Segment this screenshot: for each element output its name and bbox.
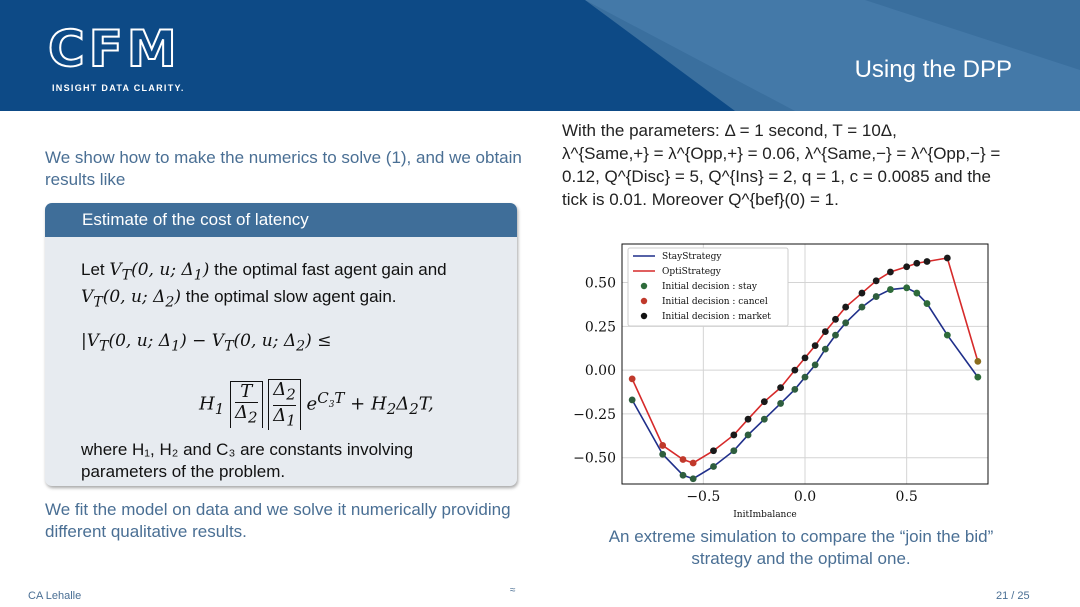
strategy-comparison-chart (565, 236, 995, 526)
params-line-2: λ^{Same,+} = λ^{Opp,+} = 0.06, λ^{Same,−} = λ^{Opp,−} = (562, 144, 1001, 163)
y-tick-label: 0.50 (584, 275, 616, 292)
data-point (974, 374, 981, 381)
data-point (680, 472, 687, 479)
data-point (710, 463, 717, 470)
data-point (859, 304, 866, 311)
y-tick-label: 0.25 (584, 319, 616, 336)
data-point (761, 416, 768, 423)
data-point (924, 258, 931, 265)
data-point (944, 255, 951, 262)
x-tick-label: 0.0 (793, 489, 817, 505)
legend-marker (641, 283, 647, 289)
footer-author: CA Lehalle (28, 590, 82, 602)
data-point (761, 398, 768, 405)
nav-symbol[interactable]: ≈ (510, 585, 516, 596)
legend-label: OptiStrategy (662, 267, 721, 277)
data-point (812, 342, 819, 349)
slide-header (0, 0, 1080, 111)
data-point (710, 447, 717, 454)
data-point (842, 319, 849, 326)
data-point (974, 358, 981, 365)
data-point (629, 375, 636, 382)
data-point (730, 432, 737, 439)
data-point (791, 386, 798, 393)
data-point (745, 432, 752, 439)
block-paragraph-1: Let $V_T(0$, u; $\Delta_1$) the optimal fast agent gain and $V_T(0$, u; $\Delta_2$) the optimal slow agent gain. (81, 260, 447, 311)
parameters-text (562, 119, 1032, 211)
data-point (730, 447, 737, 454)
legend-label: Initial decision : stay (662, 282, 757, 292)
data-point (822, 328, 829, 335)
data-point (690, 460, 697, 467)
chart-caption: An extreme simulation to compare the “join the bid” strategy and the optimal one. (608, 527, 994, 568)
cfm-logo: CFM (48, 20, 181, 78)
x-tick-label: −0.5 (686, 489, 721, 505)
data-point (913, 260, 920, 267)
data-point (887, 286, 894, 293)
block-body (45, 259, 517, 483)
logo-tagline: INSIGHT DATA CLARITY. (52, 83, 185, 93)
data-point (832, 316, 839, 323)
data-point (842, 304, 849, 311)
y-tick-label: −0.25 (573, 406, 616, 423)
data-point (859, 290, 866, 297)
data-point (903, 263, 910, 270)
params-line-4: tick is 0.01. Moreover Q^{bef}(0) = 1. (562, 190, 839, 209)
y-tick-label: 0.00 (584, 363, 616, 380)
params-line-1: With the parameters: Δ = 1 second, T = 10Δ, (562, 121, 897, 140)
legend-label: Initial decision : market (662, 312, 771, 322)
footer-page-number: 21 / 25 (996, 590, 1030, 602)
data-point (659, 451, 666, 458)
data-point (690, 475, 697, 482)
legend-marker (641, 298, 647, 304)
data-point (812, 361, 819, 368)
inequality-rhs: $H_1$ $\frac{T}{\Delta_2}$ $\frac{\Delta_2}{\Delta_1} e^{C_3T} + H_2\Delta_2T$, (199, 379, 434, 430)
legend-label: Initial decision : cancel (662, 297, 768, 307)
data-point (873, 277, 880, 284)
data-point (629, 397, 636, 404)
block-title: Estimate of the cost of latency (45, 203, 517, 237)
data-point (913, 290, 920, 297)
data-point (777, 384, 784, 391)
intro-text: We show how to make the numerics to solve (1), and we obtain results like (45, 148, 522, 189)
x-tick-label: 0.5 (895, 489, 918, 505)
data-point (802, 374, 809, 381)
data-point (873, 293, 880, 300)
params-line-3: 0.12, Q^{Disc} = 5, Q^{Ins} = 2, q = 1, c = 0.0085 and the (562, 167, 991, 186)
data-point (745, 416, 752, 423)
data-point (680, 456, 687, 463)
data-point (791, 367, 798, 374)
legend-marker (641, 313, 647, 319)
data-point (924, 300, 931, 307)
data-point (802, 354, 809, 361)
y-tick-label: −0.50 (573, 450, 616, 467)
block-where-text: where H₁, H₂ and C₃ are constants involving parameters of the problem. (81, 440, 414, 482)
slide-title: Using the DPP (854, 56, 1012, 83)
x-axis-label: InitImbalance (733, 510, 797, 520)
data-point (777, 400, 784, 407)
inequality-lhs: $|V_T(0$, u; $\Delta_1) - V_T(0$, u; $\Delta_2$) ≤ (81, 330, 332, 355)
data-point (822, 346, 829, 353)
data-point (887, 269, 894, 276)
theorem-block (45, 203, 517, 486)
data-point (659, 442, 666, 449)
legend-label: StayStrategy (662, 252, 722, 262)
data-point (944, 332, 951, 339)
data-point (832, 332, 839, 339)
fit-text: We fit the model on data and we solve it numerically providing different qualitative results. (45, 500, 511, 541)
data-point (903, 284, 910, 291)
